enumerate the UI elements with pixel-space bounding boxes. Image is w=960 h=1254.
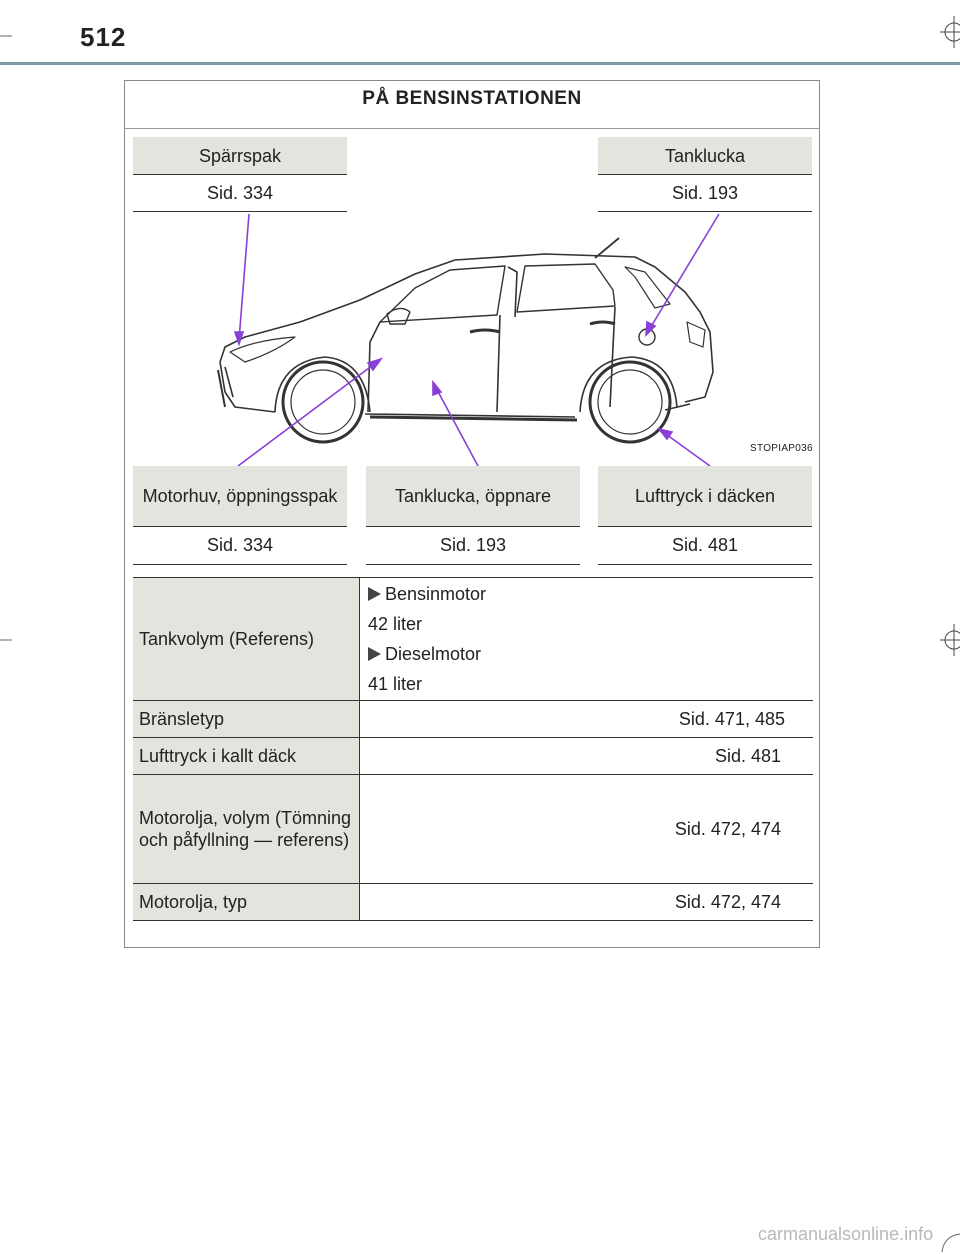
- callout-label: Spärrspak: [133, 137, 347, 174]
- row-label: Motorolja, volym (Tömning och påfyllning — referens): [133, 775, 360, 884]
- callout-motorhuv: [133, 466, 347, 565]
- header-rule: [0, 62, 960, 65]
- tank-capacity-values: [360, 578, 814, 701]
- row-label: Motorolja, typ: [133, 884, 360, 921]
- crop-mark-left-icon: [0, 626, 14, 646]
- crop-mark-top-left-icon: [0, 28, 14, 48]
- callout-lufttryck: [598, 466, 812, 565]
- callout-page: Sid. 334: [133, 174, 347, 212]
- row-value: Sid. 471, 485: [360, 701, 814, 738]
- row-label: Lufttryck i kallt däck: [133, 738, 360, 775]
- row-label: Bränsletyp: [133, 701, 360, 738]
- callout-tanklucka-oeppnare: [366, 466, 580, 565]
- callout-tanklucka: [598, 137, 812, 212]
- table-row: [133, 701, 813, 738]
- petrol-value: 42 liter: [368, 614, 423, 634]
- figure-code: STOPIAP036: [750, 443, 813, 454]
- row-value: Sid. 472, 474: [360, 884, 814, 921]
- table-row: [133, 738, 813, 775]
- table-row: [133, 884, 813, 921]
- triangle-bullet-icon: [368, 587, 381, 601]
- callout-page: Sid. 193: [366, 526, 580, 565]
- callout-label: Tanklucka: [598, 137, 812, 174]
- registration-mark-mid-right-icon: [930, 622, 960, 662]
- triangle-bullet-icon: [368, 647, 381, 661]
- diesel-label: Dieselmotor: [385, 644, 482, 664]
- callout-label: Tanklucka, öppnare: [366, 466, 580, 526]
- callout-page: Sid. 193: [598, 174, 812, 212]
- footer-watermark: carmanualsonline.info: [758, 1224, 934, 1244]
- spec-table: [133, 577, 813, 921]
- callout-spaerrspak: [133, 137, 347, 212]
- table-row: [133, 775, 813, 884]
- row-value: Sid. 481: [360, 738, 814, 775]
- callout-label: Motorhuv, öppningsspak: [133, 466, 347, 526]
- car-side-illustration: [125, 212, 819, 468]
- crop-mark-bottom-right-icon: [940, 1228, 960, 1254]
- callout-label: Lufttryck i däcken: [598, 466, 812, 526]
- table-row: [133, 578, 813, 701]
- row-label: Tankvolym (Referens): [133, 578, 360, 701]
- row-value: Sid. 472, 474: [360, 775, 814, 884]
- section-title: PÅ BENSINSTATIONEN: [362, 88, 582, 109]
- title-divider: [125, 128, 819, 129]
- registration-mark-top-right-icon: [930, 8, 960, 48]
- callout-page: Sid. 334: [133, 526, 347, 565]
- page-number: 512: [80, 22, 127, 52]
- diesel-value: 41 liter: [368, 674, 423, 694]
- petrol-label: Bensinmotor: [385, 584, 487, 604]
- callout-page: Sid. 481: [598, 526, 812, 565]
